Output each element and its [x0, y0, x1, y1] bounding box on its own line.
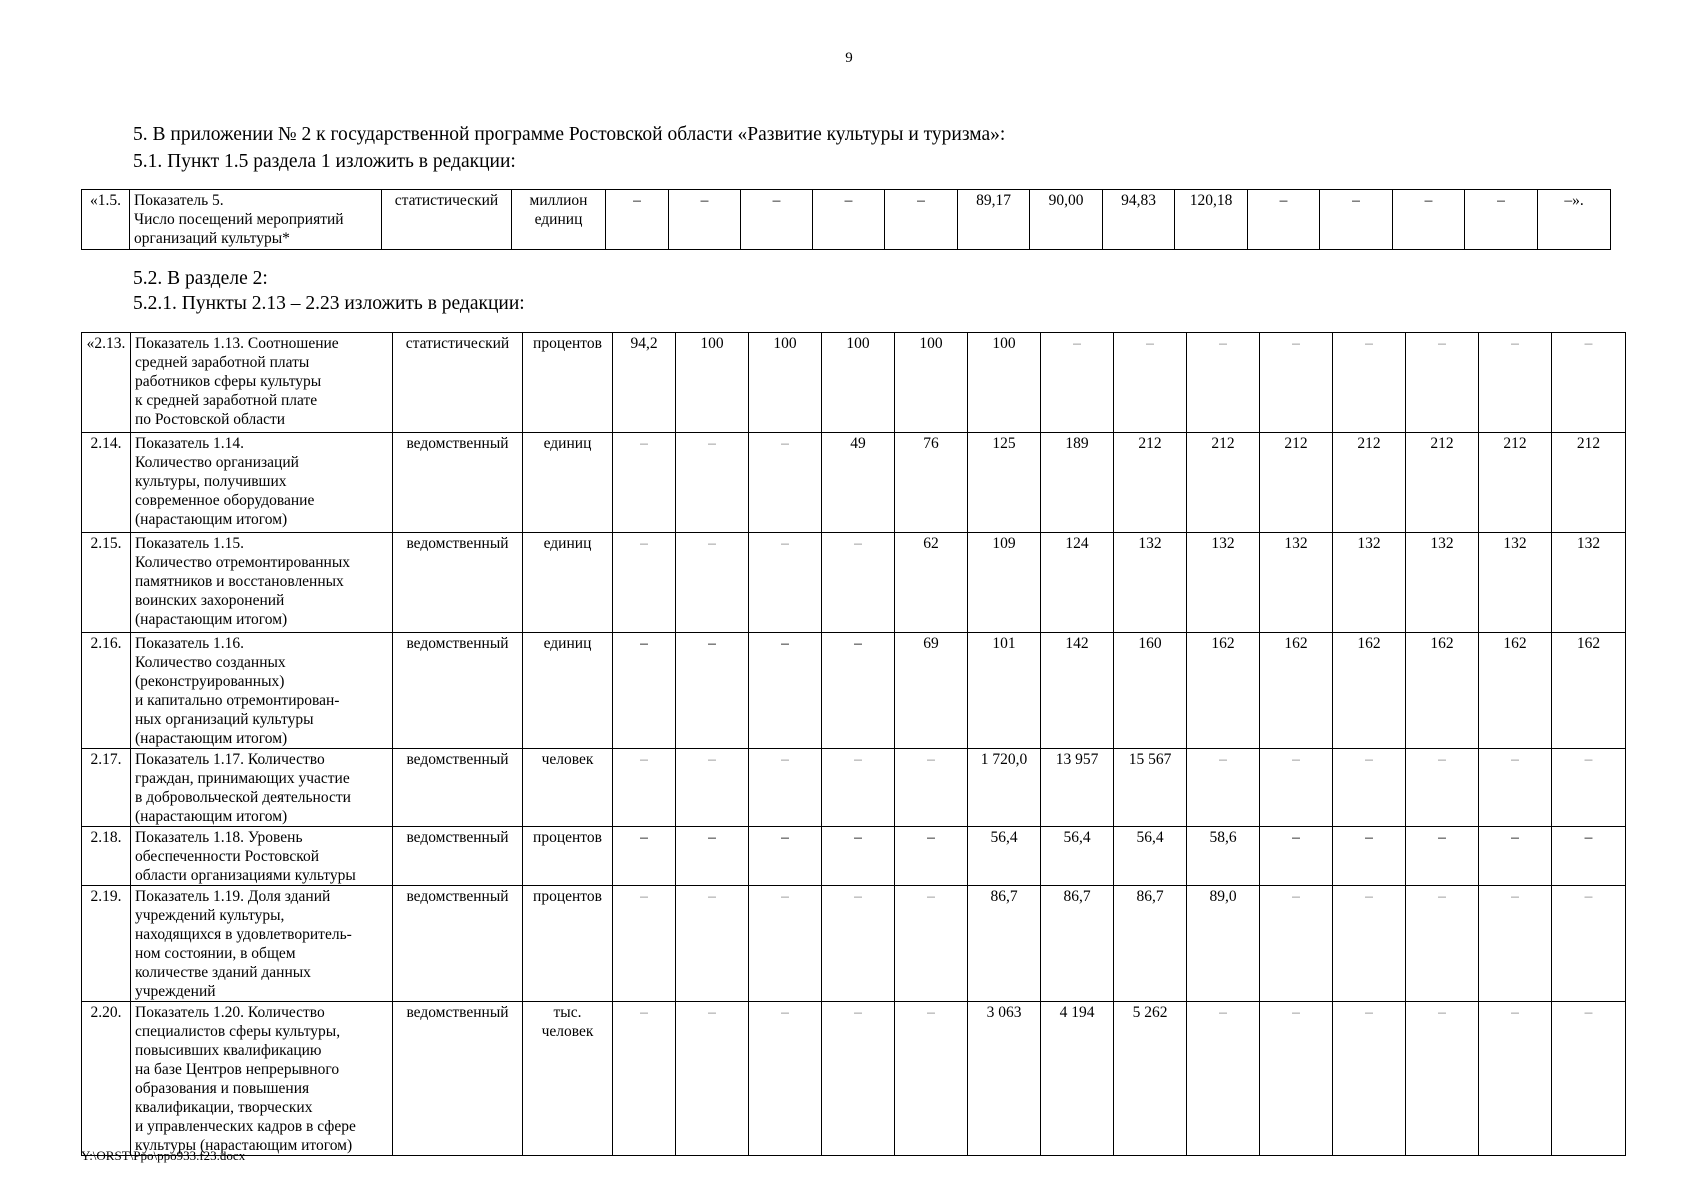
table-row: [82, 749, 1626, 827]
year-value: –: [1406, 333, 1479, 433]
year-value: –: [822, 749, 895, 827]
table-row: [82, 190, 1611, 250]
year-value: –: [749, 886, 822, 1002]
row-number: 2.15.: [82, 533, 131, 633]
year-value: –: [1333, 333, 1406, 433]
row-number: 2.18.: [82, 827, 131, 886]
indicator-type: статистический: [393, 333, 523, 433]
row-number: «1.5.: [82, 190, 130, 250]
year-value: –: [1552, 1002, 1626, 1156]
file-path-footer: Y:\ORST\Ppo\ppo933.f23.docx: [81, 1148, 246, 1163]
year-value: –: [1248, 190, 1320, 250]
table-row: [82, 333, 1626, 433]
year-value: 162: [1260, 633, 1333, 749]
year-value: 124: [1041, 533, 1114, 633]
table-row: [82, 827, 1626, 886]
year-value: 56,4: [1041, 827, 1114, 886]
year-value: 100: [749, 333, 822, 433]
indicator-name: Показатель 1.13. Соотношение средней заработной платы работников сферы культуры к средней заработной плате по Ростовской области: [131, 333, 393, 433]
year-value: 212: [1333, 433, 1406, 533]
year-value: 132: [1260, 533, 1333, 633]
row-number: 2.14.: [82, 433, 131, 533]
year-value: 86,7: [1114, 886, 1187, 1002]
year-value: –: [613, 433, 676, 533]
year-value: –: [613, 886, 676, 1002]
year-value: –: [613, 533, 676, 633]
year-value: –: [1552, 827, 1626, 886]
unit-of-measure: единиц: [523, 633, 613, 749]
year-value: –: [1260, 1002, 1333, 1156]
year-value: –: [1479, 749, 1552, 827]
year-value: –: [1260, 827, 1333, 886]
year-value: 56,4: [968, 827, 1041, 886]
year-value: 212: [1406, 433, 1479, 533]
indicator-type: ведомственный: [393, 433, 523, 533]
indicator-table-section-1: [81, 189, 1611, 250]
year-value: –: [822, 533, 895, 633]
year-value: –: [1393, 190, 1465, 250]
year-value: –: [676, 827, 749, 886]
indicator-name: Показатель 1.20. Количество специалистов сферы культуры, повысивших квалификацию на базе Центров непрерывного образования и повышения квалификации, творческих и управленческих кадров в сфере культуры (нарастающим итогом): [131, 1002, 393, 1156]
indicator-type: ведомственный: [393, 1002, 523, 1156]
year-value: 100: [968, 333, 1041, 433]
year-value: 212: [1114, 433, 1187, 533]
year-value: 1 720,0: [968, 749, 1041, 827]
year-value: 100: [676, 333, 749, 433]
year-value: 162: [1552, 633, 1626, 749]
year-value: –: [669, 190, 741, 250]
year-value: –: [895, 886, 968, 1002]
year-value: –: [749, 749, 822, 827]
year-value: –: [1552, 749, 1626, 827]
year-value: 62: [895, 533, 968, 633]
year-value: 69: [895, 633, 968, 749]
year-value: –: [676, 633, 749, 749]
year-value: 132: [1333, 533, 1406, 633]
indicator-type: ведомственный: [393, 749, 523, 827]
year-value: –: [813, 190, 885, 250]
table-row: [82, 1002, 1626, 1156]
year-value: –: [741, 190, 813, 250]
year-value: 109: [968, 533, 1041, 633]
year-value: 100: [822, 333, 895, 433]
paragraph-5-2-1: 5.2.1. Пункты 2.13 – 2.23 изложить в редакции:: [133, 293, 525, 314]
year-value: 212: [1260, 433, 1333, 533]
year-value: 189: [1041, 433, 1114, 533]
table-row: [82, 533, 1626, 633]
year-value: 86,7: [1041, 886, 1114, 1002]
row-number: 2.16.: [82, 633, 131, 749]
table-row: [82, 633, 1626, 749]
year-value: 56,4: [1114, 827, 1187, 886]
unit-of-measure: процентов: [523, 333, 613, 433]
indicator-name: Показатель 1.17. Количество граждан, принимающих участие в добровольческой деятельности (нарастающим итогом): [131, 749, 393, 827]
indicator-table-section-2: [81, 332, 1626, 1156]
year-value: –: [1187, 749, 1260, 827]
page-number: 9: [845, 50, 853, 66]
year-value: –: [1187, 333, 1260, 433]
year-value: –: [606, 190, 669, 250]
year-value: –: [749, 827, 822, 886]
indicator-type: ведомственный: [393, 827, 523, 886]
year-value: 76: [895, 433, 968, 533]
unit-of-measure: единиц: [523, 433, 613, 533]
year-value: 101: [968, 633, 1041, 749]
year-value: –: [1406, 749, 1479, 827]
indicator-name: Показатель 1.19. Доля зданий учреждений культуры, находящихся в удовлетворитель- ном состоянии, в общем количестве зданий данных учреждений: [131, 886, 393, 1002]
year-value: 100: [895, 333, 968, 433]
year-value: –: [1260, 749, 1333, 827]
indicator-type: ведомственный: [393, 533, 523, 633]
year-value: –: [1552, 886, 1626, 1002]
year-value: 86,7: [968, 886, 1041, 1002]
year-value: –: [1479, 1002, 1552, 1156]
year-value: 89,0: [1187, 886, 1260, 1002]
year-value: –: [822, 827, 895, 886]
year-value: 90,00: [1030, 190, 1103, 250]
unit-of-measure: процентов: [523, 886, 613, 1002]
year-value: –: [895, 1002, 968, 1156]
unit-of-measure: миллион единиц: [512, 190, 606, 250]
year-value: 125: [968, 433, 1041, 533]
year-value: 89,17: [958, 190, 1030, 250]
year-value: –: [1406, 827, 1479, 886]
year-value: 5 262: [1114, 1002, 1187, 1156]
year-value: –: [676, 886, 749, 1002]
year-value: 49: [822, 433, 895, 533]
indicator-name: Показатель 5. Число посещений мероприятий организаций культуры*: [130, 190, 382, 250]
year-value: –: [1187, 1002, 1260, 1156]
year-value: 120,18: [1175, 190, 1248, 250]
row-number: 2.17.: [82, 749, 131, 827]
year-value: –: [676, 433, 749, 533]
year-value: –: [1479, 333, 1552, 433]
year-value: –: [1333, 827, 1406, 886]
year-value: –: [676, 1002, 749, 1156]
paragraph-5-1: 5.1. Пункт 1.5 раздела 1 изложить в редакции:: [133, 151, 516, 172]
year-value: –: [613, 633, 676, 749]
year-value: –: [749, 433, 822, 533]
year-value: –: [1260, 886, 1333, 1002]
year-value: 94,83: [1103, 190, 1175, 250]
year-value: 162: [1479, 633, 1552, 749]
unit-of-measure: тыс. человек: [523, 1002, 613, 1156]
year-value: 58,6: [1187, 827, 1260, 886]
year-value: 132: [1114, 533, 1187, 633]
table-row: [82, 433, 1626, 533]
year-value: –: [822, 1002, 895, 1156]
year-value: –: [1406, 886, 1479, 1002]
year-value: –: [1260, 333, 1333, 433]
year-value: –: [1114, 333, 1187, 433]
year-value: –: [613, 827, 676, 886]
year-value: 132: [1406, 533, 1479, 633]
year-value: 132: [1479, 533, 1552, 633]
year-value: –».: [1538, 190, 1611, 250]
year-value: 142: [1041, 633, 1114, 749]
year-value: –: [749, 633, 822, 749]
year-value: –: [613, 749, 676, 827]
year-value: –: [749, 533, 822, 633]
paragraph-5-2: 5.2. В разделе 2:: [133, 268, 268, 289]
paragraph-5: 5. В приложении № 2 к государственной программе Ростовской области «Развитие культуры и туризма»:: [133, 124, 1006, 145]
year-value: 3 063: [968, 1002, 1041, 1156]
year-value: 132: [1552, 533, 1626, 633]
year-value: 4 194: [1041, 1002, 1114, 1156]
year-value: –: [1479, 886, 1552, 1002]
year-value: 162: [1187, 633, 1260, 749]
row-number: «2.13.: [82, 333, 131, 433]
unit-of-measure: человек: [523, 749, 613, 827]
year-value: –: [822, 886, 895, 1002]
row-number: 2.19.: [82, 886, 131, 1002]
year-value: –: [1041, 333, 1114, 433]
year-value: –: [1333, 749, 1406, 827]
indicator-type: статистический: [382, 190, 512, 250]
year-value: –: [895, 827, 968, 886]
year-value: –: [1479, 827, 1552, 886]
year-value: 212: [1187, 433, 1260, 533]
year-value: 212: [1552, 433, 1626, 533]
indicator-name: Показатель 1.15. Количество отремонтированных памятников и восстановленных воинских захоронений (нарастающим итогом): [131, 533, 393, 633]
unit-of-measure: процентов: [523, 827, 613, 886]
year-value: –: [676, 749, 749, 827]
year-value: 212: [1479, 433, 1552, 533]
year-value: –: [613, 1002, 676, 1156]
year-value: –: [1333, 1002, 1406, 1156]
year-value: –: [1406, 1002, 1479, 1156]
indicator-type: ведомственный: [393, 633, 523, 749]
year-value: 15 567: [1114, 749, 1187, 827]
year-value: –: [676, 533, 749, 633]
unit-of-measure: единиц: [523, 533, 613, 633]
year-value: 162: [1406, 633, 1479, 749]
year-value: –: [1465, 190, 1538, 250]
table-row: [82, 886, 1626, 1002]
year-value: –: [1320, 190, 1393, 250]
year-value: 94,2: [613, 333, 676, 433]
year-value: 162: [1333, 633, 1406, 749]
indicator-name: Показатель 1.16. Количество созданных (реконструированных) и капитально отремонтирован- ных организаций культуры (нарастающим итогом): [131, 633, 393, 749]
year-value: –: [885, 190, 958, 250]
year-value: 132: [1187, 533, 1260, 633]
year-value: –: [895, 749, 968, 827]
year-value: –: [822, 633, 895, 749]
indicator-name: Показатель 1.14. Количество организаций культуры, получивших современное оборудование (нарастающим итогом): [131, 433, 393, 533]
year-value: 13 957: [1041, 749, 1114, 827]
row-number: 2.20.: [82, 1002, 131, 1156]
indicator-type: ведомственный: [393, 886, 523, 1002]
indicator-name: Показатель 1.18. Уровень обеспеченности Ростовской области организациями культуры: [131, 827, 393, 886]
year-value: –: [1333, 886, 1406, 1002]
year-value: 160: [1114, 633, 1187, 749]
year-value: –: [1552, 333, 1626, 433]
year-value: –: [749, 1002, 822, 1156]
